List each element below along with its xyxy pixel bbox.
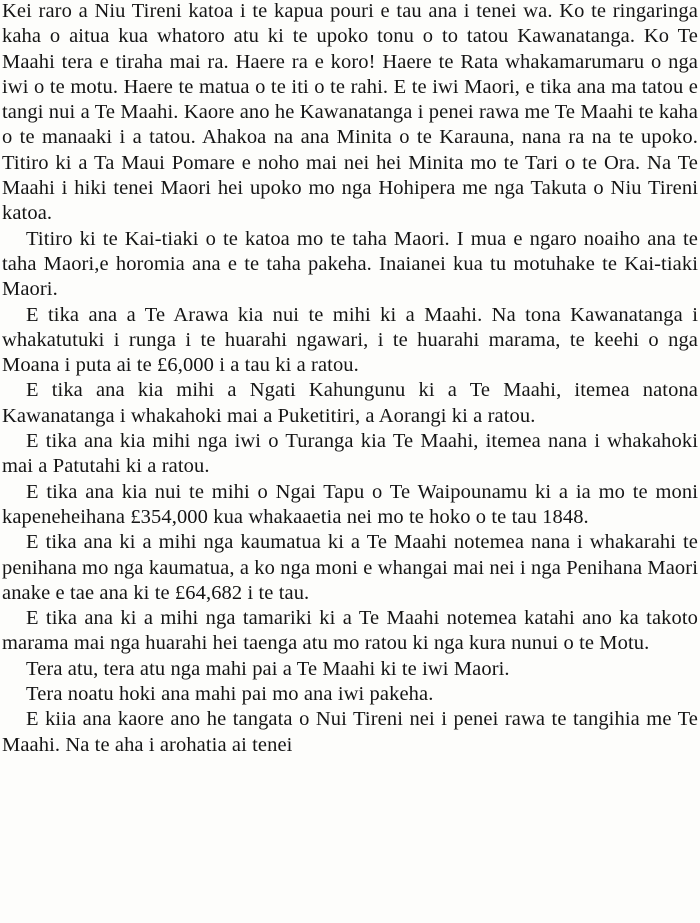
paragraph-national-mourning: E kiia ana kaore ano he tangata o Nui Tireni nei i penei rawa te tangihia me Te Maahi. Na te aha i arohatia ai tenei	[2, 708, 698, 756]
paragraph-maori-works: Tera atu, tera atu nga mahi pai a Te Maahi ki te iwi Maori.	[26, 657, 510, 680]
paragraph-ngai-tapu: E tika ana kia nui te mihi o Ngai Tapu o Te Waipounamu ki a ia mo te moni kapeneheihana £354,000 kua whakaaetia nei mo te hoko o te tau 1848.	[2, 480, 698, 528]
paragraph-mourning-te-maahi: Kei raro a Niu Tireni katoa i te kapua pouri e tau ana i tenei wa. Ko te ringaringa kaha o aitua kua whatoro atu ki te upoko tonu o to tatou Kawanatanga. Ko Te Maahi tera e tiraha mai ra. Haere ra e koro! Haere te Rata whakamarumaru o nga iwi o te motu. Haere te matua o te iti o te rahi. E te iwi Maori, e tika ana ma tatou e tangi nui a Te Maahi. Kaore ano he Kawanatanga i penei rawa me Te Maahi te kaha o te manaaki i a tatou. Ahakoa na ana Minita o te Karauna, nana ra na te upoko. Titiro ki a Ta Maui Pomare e noho mai nei hei Minita mo te Tari o te Ora. Na Te Maahi i hiki tenei Maori hei upoko mo nga Hohipera me nga Takuta o Niu Tireni katoa.	[2, 0, 698, 225]
paragraph-te-arawa: E tika ana a Te Arawa kia nui te mihi ki a Maahi. Na tona Kawanatanga i whakatutuki i runga i te huarahi ngawari, i te huarahi marama, te keehi o nga Moana i puta ai te £6,000 i a tau ki a ratou.	[2, 303, 698, 377]
paragraph-ngati-kahungunu: E tika ana kia mihi a Ngati Kahungunu ki a Te Maahi, itemea natona Kawanatanga i whakahoki mai a Puketitiri, a Aorangi ki a ratou.	[2, 379, 698, 427]
paragraph-kai-tiaki-maori: Titiro ki te Kai-tiaki o te katoa mo te taha Maori. I mua e ngaro noaiho ana te taha Maori,e horomia ana e te taha pakeha. Inaianei kua tu motuhake te Kai-tiaki Maori.	[2, 227, 698, 301]
article-column	[2, 0, 698, 758]
paragraph-kaumatua-pensions: E tika ana ki a mihi nga kaumatua ki a Te Maahi notemea nana i whakarahi te penihana mo nga kaumatua, a ko nga moni e whangai mai nei i nga Penihana Maori anake e tae ana ki te £64,682 i te tau.	[2, 531, 698, 604]
paragraph-tamariki-schools: E tika ana ki a mihi nga tamariki ki a Te Maahi notemea katahi ano ka takoto marama mai nga huarahi hei taenga atu mo ratou ki nga kura nunui o te Motu.	[2, 607, 698, 655]
paragraph-pakeha-works: Tera noatu hoki ana mahi pai mo ana iwi pakeha.	[26, 683, 434, 706]
paragraph-turanga: E tika ana kia mihi nga iwi o Turanga kia Te Maahi, itemea nana i whakahoki mai a Patutahi ki a ratou.	[2, 430, 698, 478]
